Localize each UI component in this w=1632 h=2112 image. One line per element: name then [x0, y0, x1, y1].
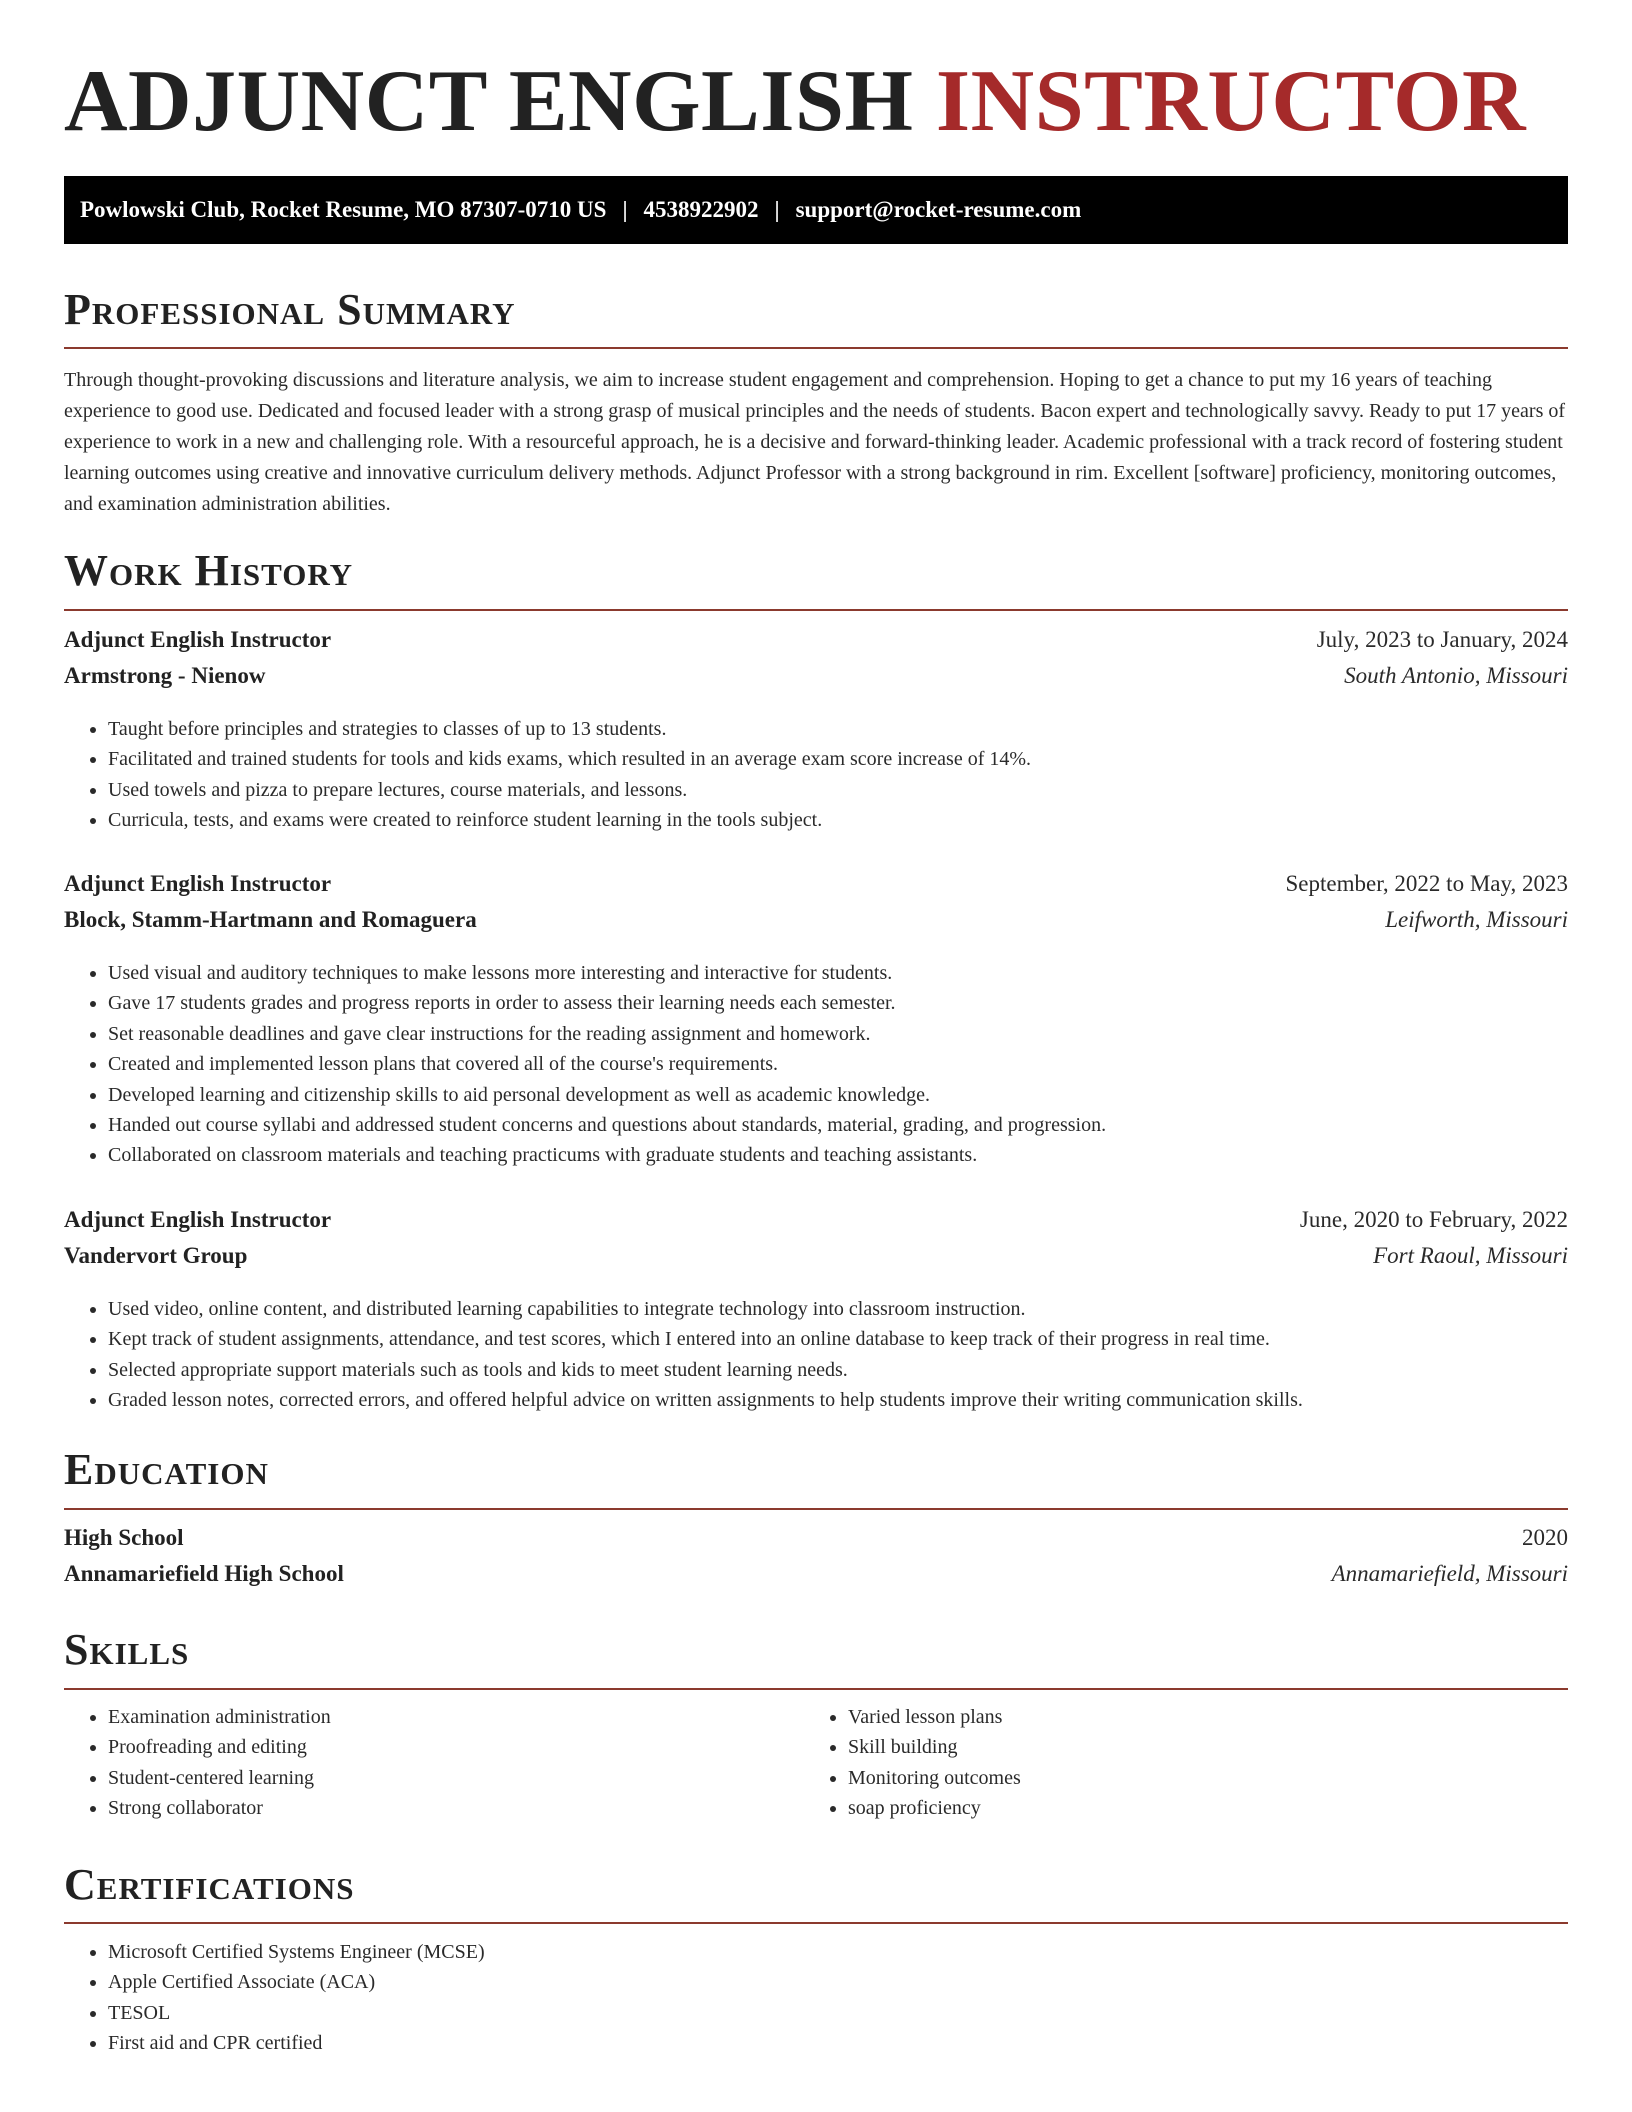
skills-list-right [804, 1702, 1021, 1824]
job-bullets-3 [64, 1294, 1303, 1416]
education-location: Annamariefield, Missouri [1331, 1561, 1568, 1586]
job-title: Adjunct English Instructor [64, 627, 332, 652]
job-dates: June, 2020 to February, 2022 [1299, 1207, 1568, 1232]
education-entry [64, 1525, 1568, 1597]
certifications-heading: Certifications [64, 1860, 355, 1909]
skill-item: • soap proficiency [848, 1793, 1021, 1823]
list-item: • Selected appropriate support materials such as tools and kids to meet student learning needs. [108, 1355, 1303, 1385]
job-entry-1 [64, 627, 1568, 699]
education-degree: High School [64, 1525, 184, 1550]
job-entry-3 [64, 1207, 1568, 1279]
contact-separator: | [622, 197, 628, 222]
job-company: Block, Stamm-Hartmann and Romaguera [64, 907, 477, 932]
job-bullets-2 [64, 958, 1106, 1171]
job-entry-2 [64, 871, 1568, 943]
section-divider [64, 1688, 1568, 1690]
skill-item: • Student-centered learning [108, 1763, 331, 1793]
list-item: • Developed learning and citizenship skills to aid personal development as well as academic knowledge. [108, 1080, 1106, 1110]
certification-item: • First aid and CPR certified [108, 2028, 485, 2058]
certification-item: • TESOL [108, 1998, 485, 2028]
list-item: • Used towels and pizza to prepare lectures, course materials, and lessons. [108, 775, 1031, 805]
list-item: • Curricula, tests, and exams were created to reinforce student learning in the tools subject. [108, 805, 1031, 835]
section-divider [64, 609, 1568, 611]
skill-item: • Strong collaborator [108, 1793, 331, 1823]
education-year: 2020 [1522, 1525, 1568, 1550]
list-item: • Created and implemented lesson plans that covered all of the course's requirements. [108, 1049, 1106, 1079]
contact-phone: 4538922902 [643, 197, 759, 222]
job-location: South Antonio, Missouri [1344, 663, 1568, 688]
contact-email: support@rocket-resume.com [795, 197, 1082, 222]
work-history-heading: Work History [64, 546, 354, 595]
job-company: Vandervort Group [64, 1243, 248, 1268]
certification-item: • Microsoft Certified Systems Engineer (MCSE) [108, 1937, 485, 1967]
title-main: ADJUNCT ENGLISH [64, 53, 936, 150]
page-title [64, 53, 1527, 150]
job-company: Armstrong - Nienow [64, 663, 266, 688]
summary-text: Through thought-provoking discussions and literature analysis, we aim to increase student engagement and comprehension. Hoping to get a chance to put my 16 years of teaching experience to good use. Dedicated and focused leader with a strong grasp of musical principles and the needs of students. Bacon expert and technologically savvy. Ready to put 17 years of experience to work in a new and challenging role. With a resourceful approach, he is a decisive and forward-thinking leader. Academic professional with a track record of fostering student learning outcomes using creative and innovative curriculum delivery methods. Adjunct Professor with a strong background in rim. Excellent [software] proficiency, monitoring outcomes, and examination administration abilities. [64, 369, 1566, 515]
list-item: • Used video, online content, and distributed learning capabilities to integrate technology into classroom instruction. [108, 1294, 1303, 1324]
list-item: • Taught before principles and strategies to classes of up to 13 students. [108, 714, 1031, 744]
job-title: Adjunct English Instructor [64, 1207, 332, 1232]
job-dates: September, 2022 to May, 2023 [1285, 871, 1568, 896]
job-location: Fort Raoul, Missouri [1373, 1243, 1568, 1268]
list-item: • Collaborated on classroom materials and teaching practicums with graduate students and teaching assistants. [108, 1140, 1106, 1170]
skill-item: • Monitoring outcomes [848, 1763, 1021, 1793]
list-item: • Handed out course syllabi and addressed student concerns and questions about standards, material, grading, and progression. [108, 1110, 1106, 1140]
skills-heading: Skills [64, 1625, 190, 1674]
section-divider [64, 347, 1568, 349]
skill-item: • Examination administration [108, 1702, 331, 1732]
contact-address: Powlowski Club, Rocket Resume, MO 87307-0710 US [80, 197, 607, 222]
job-dates: July, 2023 to January, 2024 [1316, 627, 1568, 652]
summary-heading: Professional Summary [64, 285, 516, 334]
job-location: Leifworth, Missouri [1385, 907, 1568, 932]
skills-list-left [64, 1702, 331, 1824]
list-item: • Used visual and auditory techniques to make lessons more interesting and interactive for students. [108, 958, 1106, 988]
job-bullets-1 [64, 714, 1031, 836]
certification-item: • Apple Certified Associate (ACA) [108, 1967, 485, 1997]
education-heading: Education [64, 1445, 269, 1494]
skill-item: • Skill building [848, 1732, 1021, 1762]
list-item: • Gave 17 students grades and progress reports in order to assess their learning needs each semester. [108, 988, 1106, 1018]
list-item: • Facilitated and trained students for tools and kids exams, which resulted in an average exam score increase of 14%. [108, 744, 1031, 774]
list-item: • Graded lesson notes, corrected errors, and offered helpful advice on written assignments to help students improve their writing communication skills. [108, 1385, 1303, 1415]
contact-separator: | [774, 197, 780, 222]
skill-item: • Proofreading and editing [108, 1732, 331, 1762]
skill-item: • Varied lesson plans [848, 1702, 1021, 1732]
contact-bar [64, 176, 1568, 244]
job-title: Adjunct English Instructor [64, 871, 332, 896]
list-item: • Set reasonable deadlines and gave clear instructions for the reading assignment and homework. [108, 1019, 1106, 1049]
title-accent: INSTRUCTOR [935, 53, 1527, 150]
education-school: Annamariefield High School [64, 1561, 344, 1586]
list-item: • Kept track of student assignments, attendance, and test scores, which I entered into an online database to keep track of their progress in real time. [108, 1324, 1303, 1354]
section-divider [64, 1508, 1568, 1510]
certifications-list [64, 1937, 485, 2059]
section-divider [64, 1922, 1568, 1924]
